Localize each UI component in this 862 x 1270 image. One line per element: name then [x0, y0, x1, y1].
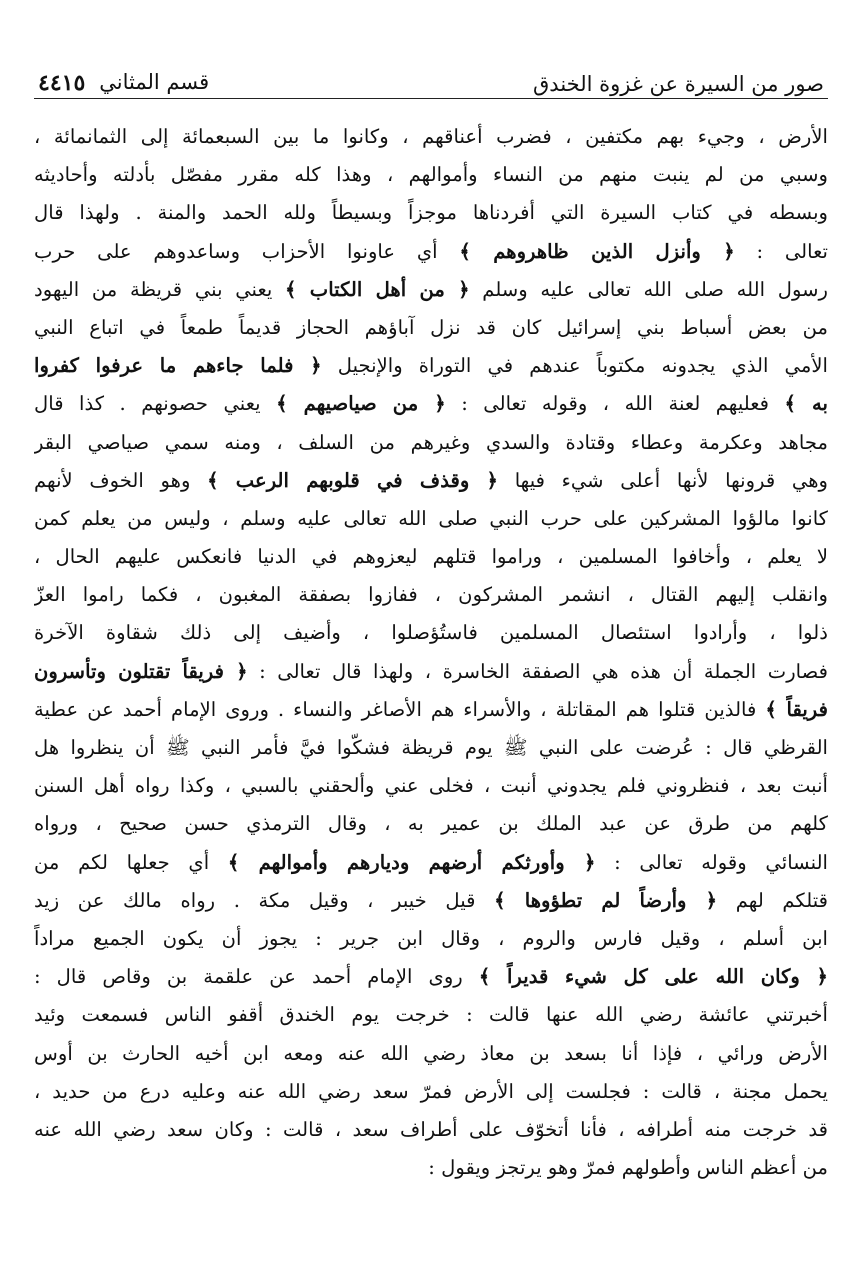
text-line — [34, 1149, 828, 1187]
text-segment: أي جعلها لكم من — [34, 850, 228, 874]
text-segment: النسائي وقوله تعالى : — [595, 850, 828, 874]
text-segment: كانوا مالؤوا المشركين على حرب النبي صلى الله تعالى عليه وسلم ، وليس من يعلم كمن — [34, 506, 828, 530]
text-segment: أخبرتني عائشة رضي الله عنها قالت : خرجت يوم الخندق أقفو الناس فسمعت وئيد — [34, 1003, 828, 1027]
text-segment: الأرض ورائي ، فإذا أنا بسعد بن معاذ رضي الله عنه ومعه ابن أخيه الحارث بن أوس — [34, 1041, 828, 1065]
text-line — [34, 500, 828, 538]
text-segment: يحمل مجنة ، قالت : فجلست إلى الأرض فمرّ سعد رضي الله عنه وعليه درع من حديد ، — [34, 1079, 828, 1103]
text-segment: الأرض ، وجيء بهم مكتفين ، فضرب أعناقهم ، وكانوا ما بين السبعمائة إلى الثمانمائة ، — [34, 125, 828, 148]
quran-quote: ﴿ وقذف في قلوبهم الرعب ﴾ — [207, 468, 499, 492]
page-number: ٤٤١٥ — [38, 70, 86, 96]
text-segment: لا يعلم ، وأخافوا المسلمين ، وراموا قتلهم ليعزوهم في الدنيا فانعكس عليهم الحال ، — [34, 545, 828, 569]
text-segment: وهو الخوف لأنهم — [34, 468, 208, 492]
text-segment: يعني بني قريظة من اليهود — [34, 277, 286, 301]
text-line — [34, 538, 828, 576]
text-line — [34, 1073, 828, 1111]
text-line — [34, 424, 828, 462]
text-line — [34, 691, 828, 729]
text-segment: كلهم من طرق عن عبد الملك بن عمير به ، وقال الترمذي حسن صحيح ، ورواه — [34, 812, 828, 836]
text-line — [34, 462, 828, 500]
quran-quote: ﴿ من أهل الكتاب ﴾ — [285, 277, 470, 301]
text-line — [34, 882, 828, 920]
quran-quote: به ﴾ — [784, 392, 828, 416]
text-segment: أنبت بعد ، فنظروني فلم يجدوني أنبت ، فخلى عني وألحقني بالسبي ، وكذا رواه أهل السنن — [34, 774, 828, 798]
text-line — [34, 729, 828, 767]
text-line — [34, 576, 828, 614]
text-line — [34, 653, 828, 691]
text-line — [34, 194, 828, 232]
quran-quote: ﴿ وأرضاً لم تطؤوها ﴾ — [494, 888, 718, 912]
quran-quote: فريقاً ﴾ — [765, 697, 828, 721]
text-segment: قد خرجت منه أطرافه ، فأنا أتخوّف على أطراف سعد ، قالت : وكان سعد رضي الله عنه — [34, 1117, 828, 1141]
text-segment: ذلوا ، وأرادوا استئصال المسلمين فاستُؤصلوا ، وأضيف إلى ذلك شقاوة الآخرة — [34, 621, 828, 645]
text-line — [34, 767, 828, 805]
text-line — [34, 614, 828, 652]
text-line — [34, 233, 828, 271]
text-line — [34, 309, 828, 347]
quran-quote: ﴿ من صياصيهم ﴾ — [276, 392, 446, 416]
text-segment: وانقلب إليهم القتال ، انشمر المشركون ، ففازوا بصفقة المغبون ، فكما راموا العزّ — [34, 583, 828, 607]
text-segment: من بعض أسباط بني إسرائيل كان قد نزل آباؤهم الحجاز قديماً طمعاً في اتباع النبي — [34, 315, 828, 339]
quran-quote: ﴿ وأنزل الذين ظاهروهم ﴾ — [459, 239, 735, 263]
text-segment: وهي قرونها لأنها أعلى شيء فيها — [498, 468, 828, 492]
text-segment: قيل خيبر ، وقيل مكة . رواه مالك عن زيد — [34, 888, 495, 912]
text-line — [34, 844, 828, 882]
text-line — [34, 958, 828, 996]
text-segment: أي عاونوا الأحزاب وساعدوهم على حرب — [34, 239, 460, 263]
text-line — [34, 920, 828, 958]
text-line — [34, 156, 828, 194]
header-rule — [34, 98, 828, 99]
quran-quote: ﴿ وكان الله على كل شيء قديراً ﴾ — [478, 965, 828, 989]
quran-quote: ﴿ فريقاً تقتلون وتأسرون — [34, 659, 248, 683]
text-segment: وسبي من لم ينبت منهم من النساء وأموالهم ، وهذا كله مقرر مفصّل بأدلته وأحاديثه — [34, 163, 828, 187]
text-segment: رسول الله صلى الله تعالى عليه وسلم — [469, 277, 828, 301]
text-line — [34, 118, 828, 156]
text-line — [34, 1035, 828, 1073]
text-line — [34, 805, 828, 843]
text-line — [34, 271, 828, 309]
header-left-group — [38, 70, 209, 96]
text-segment: القرظي قال : عُرضت على النبي ﷺ يوم قريظة فشكّوا فيَّ فأمر النبي ﷺ أن ينظروا هل — [34, 736, 828, 759]
text-segment: تعالى : — [734, 239, 828, 263]
text-segment: فالذين قتلوا هم المقاتلة ، والأسراء هم الأصاغر والنساء . وروى الإمام أحمد عن عطية — [34, 697, 766, 721]
quran-quote: ﴿ فلما جاءهم ما عرفوا كفروا — [34, 354, 322, 378]
running-title: صور من السيرة عن غزوة الخندق — [533, 72, 824, 96]
text-segment: قتلكم لهم — [717, 888, 828, 912]
text-line — [34, 347, 828, 385]
text-line — [34, 385, 828, 423]
text-segment: يعني حصونهم . كذا قال — [34, 392, 277, 416]
quran-quote: ﴿ وأورثكم أرضهم وديارهم وأموالهم ﴾ — [227, 850, 596, 874]
body-text — [34, 118, 828, 1187]
section-label: قسم المثاني — [99, 70, 210, 94]
page-header — [38, 52, 824, 96]
text-segment: مجاهد وعكرمة وعطاء وقتادة والسدي وغيرهم من السلف ، ومنه سمي صياصي البقر — [34, 430, 828, 454]
text-segment: ابن أسلم ، وقيل فارس والروم ، وقال ابن جرير : يجوز أن يكون الجميع مراداً — [34, 926, 828, 950]
text-segment: فعليهم لعنة الله ، وقوله تعالى : — [445, 392, 785, 416]
text-segment: وبسطه في كتاب السيرة التي أفردناها موجزاً وبسيطاً ولله الحمد والمنة . ولهذا قال — [34, 201, 828, 225]
text-segment: فصارت الجملة أن هذه هي الصفقة الخاسرة ، ولهذا قال تعالى : — [247, 659, 828, 683]
text-line — [34, 996, 828, 1034]
text-segment: الأمي الذي يجدونه مكتوباً عندهم في التوراة والإنجيل — [321, 354, 828, 378]
text-segment: روى الإمام أحمد عن علقمة بن وقاص قال : — [34, 965, 479, 989]
text-segment: من أعظم الناس وأطولهم فمرّ وهو يرتجز ويقول : — [428, 1156, 828, 1180]
text-line — [34, 1111, 828, 1149]
